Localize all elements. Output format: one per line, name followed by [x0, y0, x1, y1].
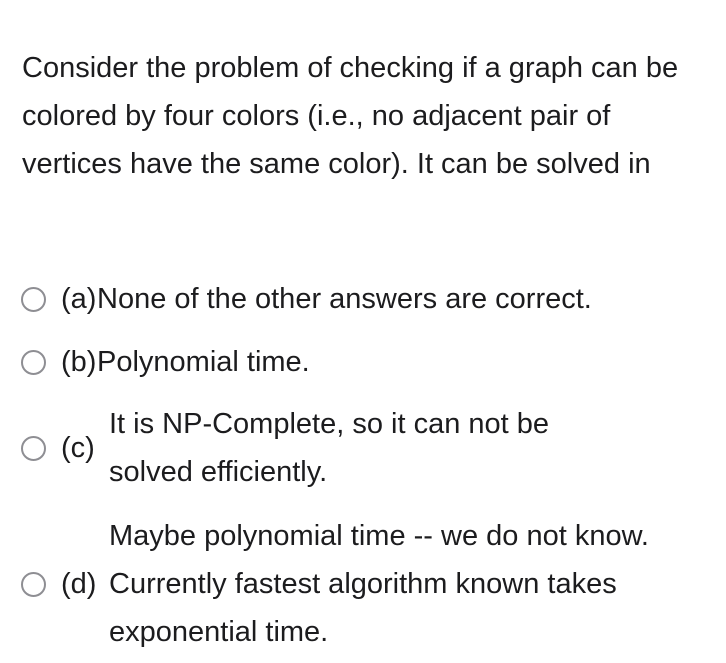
option-letter-c: (c)	[61, 432, 95, 464]
option-letter-b: (b)	[61, 346, 97, 378]
radio-button-d[interactable]	[21, 572, 46, 597]
question-text: Consider the problem of checking if a graph can be colored by four colors (i.e., no adjacent pair of vertices have the same color). It can be solved in	[22, 52, 679, 180]
option-text-a: None of the other answers are correct.	[97, 283, 592, 315]
option-text-d: Maybe polynomial time -- we do not know. Currently fastest algorithm known takes exponential time.	[109, 520, 649, 648]
option-letter-a: (a)	[61, 283, 97, 315]
answer-option-d[interactable]	[21, 512, 699, 656]
radio-button-b[interactable]	[21, 350, 46, 375]
answer-option-b[interactable]	[21, 338, 310, 386]
option-text-c: It is NP-Complete, so it can not be solved efficiently.	[109, 408, 550, 488]
option-text-b: Polynomial time.	[97, 346, 310, 378]
radio-button-c[interactable]	[21, 436, 46, 461]
option-letter-d: (d)	[61, 568, 97, 600]
radio-button-a[interactable]	[21, 287, 46, 312]
answer-option-c[interactable]	[21, 400, 609, 496]
answer-option-a[interactable]	[21, 275, 592, 323]
